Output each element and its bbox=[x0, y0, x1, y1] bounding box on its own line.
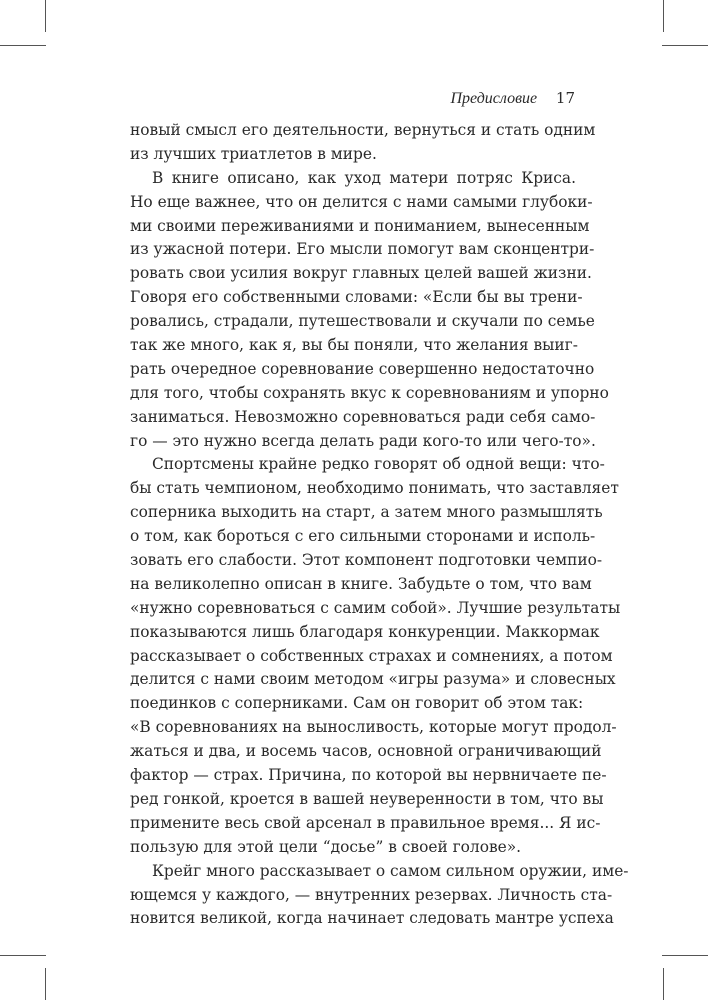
text-line: показываются лишь благодаря конкуренции. Маккормак bbox=[130, 622, 600, 641]
text-line: ющемся у каждого, — внутренних резервах. Личность ста- bbox=[130, 885, 613, 904]
crop-mark bbox=[0, 45, 46, 46]
crop-mark bbox=[0, 955, 46, 956]
crop-mark bbox=[663, 968, 664, 1000]
text-line: делится с нами своим методом «игры разума» и словесных bbox=[130, 670, 616, 689]
text-line: новится великой, когда начинает следовать мантре успеха bbox=[130, 909, 614, 928]
text-line: заниматься. Невозможно соревноваться ради себя само- bbox=[130, 407, 596, 426]
text-line: соперника выходить на старт, а затем много размышлять bbox=[130, 503, 603, 522]
text-line: на великолепно описан в книге. Забудьте о том, что вам bbox=[130, 574, 592, 593]
text-line: го — это нужно всегда делать ради кого-то или чего-то». bbox=[130, 431, 596, 450]
running-header bbox=[450, 89, 575, 108]
text-line: для того, чтобы сохранять вкус к соревнованиям и упорно bbox=[130, 383, 609, 402]
text-line: поединков с соперниками. Сам он говорит об этом так: bbox=[130, 694, 584, 713]
paragraph bbox=[130, 167, 609, 454]
text-line: Крейг много рассказывает о самом сильном оружии, име- bbox=[152, 861, 629, 880]
text-line: новый смысл его деятельности, вернуться и стать одним bbox=[130, 121, 596, 139]
section-title: Предисловие bbox=[450, 90, 538, 107]
text-line: «нужно соревноваться с самим собой». Лучшие результаты bbox=[130, 598, 621, 617]
text-line: ред гонкой, кроется в вашей неуверенности в том, что вы bbox=[130, 789, 604, 808]
text-line: примените весь свой арсенал в правильное время... Я ис- bbox=[130, 813, 601, 832]
text-line: фактор — страх. Причина, по которой вы нервничаете пе- bbox=[130, 766, 607, 785]
body-text bbox=[130, 119, 629, 931]
crop-mark bbox=[662, 955, 708, 956]
text-line: из лучших триатлетов в мире. bbox=[130, 144, 377, 163]
crop-mark bbox=[663, 0, 664, 32]
text-line: жаться и два, и восемь часов, основной ограничивающий bbox=[130, 742, 602, 761]
text-line: рать очередное соревнование совершенно недостаточно bbox=[130, 359, 595, 378]
text-line: Но еще важнее, что он делится с нами самыми глубоки- bbox=[130, 192, 593, 211]
page-number: 17 bbox=[555, 89, 575, 107]
text-line: «В соревнованиях на выносливость, которые могут продол- bbox=[130, 718, 617, 737]
crop-mark bbox=[45, 0, 46, 32]
text-line: о том, как бороться с его сильными сторонами и исполь- bbox=[130, 527, 596, 546]
text-line: пользую для этой цели “досье” в своей голове». bbox=[130, 837, 522, 856]
text-line: ровались, страдали, путешествовали и скучали по семье bbox=[130, 312, 595, 331]
text-line: Говоря его собственными словами: «Если бы вы трени- bbox=[130, 288, 583, 307]
text-line: из ужасной потери. Его мысли помогут вам сконцентри- bbox=[130, 240, 595, 259]
text-line: бы стать чемпионом, необходимо понимать, что заставляет bbox=[130, 479, 619, 498]
text-line: ровать свои усилия вокруг главных целей вашей жизни. bbox=[130, 264, 592, 283]
text-line: Спортсмены крайне редко говорят об одной вещи: что- bbox=[152, 455, 605, 474]
text-line: В книге описано, как уход матери потряс Криса. bbox=[152, 168, 576, 187]
crop-mark bbox=[45, 968, 46, 1000]
paragraph bbox=[130, 860, 629, 932]
text-line: зовать его слабости. Этот компонент подготовки чемпио- bbox=[130, 551, 603, 570]
paragraph bbox=[130, 119, 596, 167]
crop-mark bbox=[662, 45, 708, 46]
text-line: так же много, как я, вы бы поняли, что желания выиг- bbox=[130, 336, 578, 355]
text-line: ми своими переживаниями и пониманием, вынесенным bbox=[130, 216, 590, 235]
text-line: рассказывает о собственных страхах и сомнениях, а потом bbox=[130, 646, 613, 665]
paragraph bbox=[130, 453, 621, 859]
